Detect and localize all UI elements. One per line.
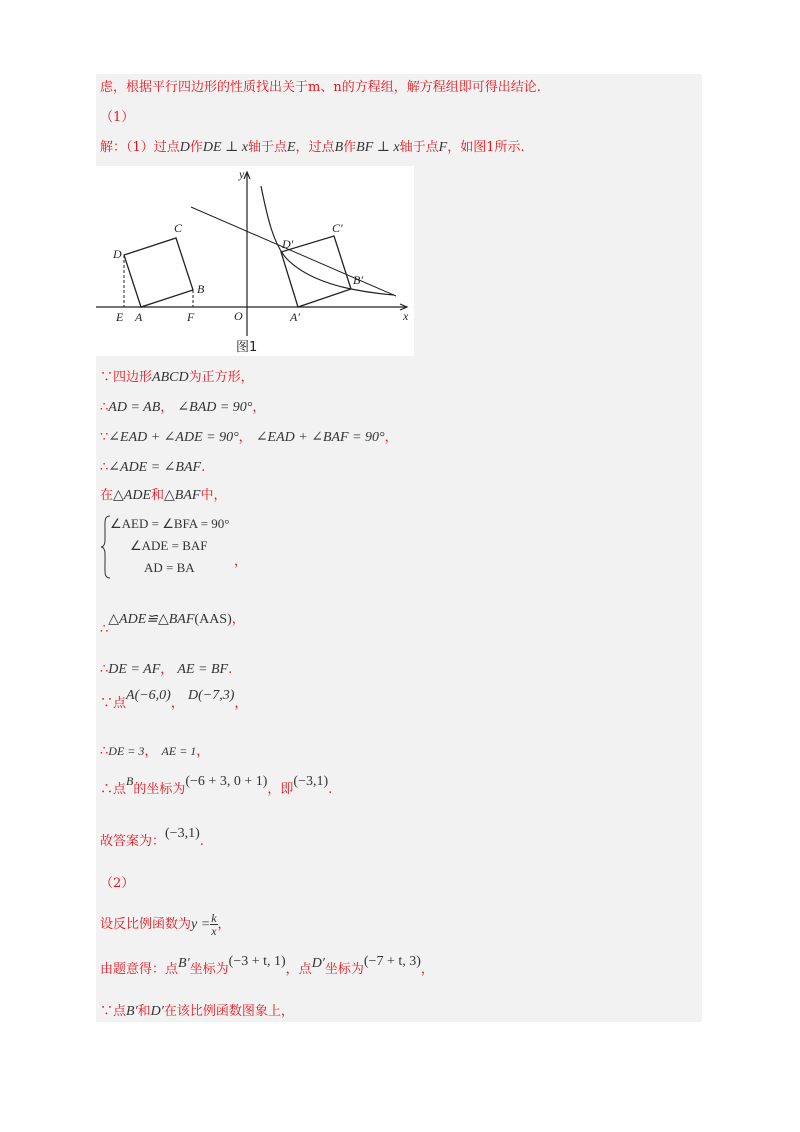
math: ∠EAD + ∠BAF = 90° <box>255 430 385 445</box>
math: AD = AB <box>108 400 161 415</box>
text: 在该比例函数图象上， <box>163 1004 294 1019</box>
math: F <box>438 140 448 155</box>
statement-6 <box>100 612 245 637</box>
text: ∵四边形 <box>100 370 153 385</box>
math: ∠ADE = ∠BAF <box>108 460 202 475</box>
figure-1 <box>96 166 414 356</box>
statement-3 <box>100 430 398 447</box>
label-d-prime: D′ <box>282 237 294 251</box>
math: △ADE≌△BAF <box>108 612 195 627</box>
text: ， <box>238 430 252 445</box>
label-a: A <box>135 310 143 324</box>
figure-svg <box>96 166 414 356</box>
text: ∴ <box>100 662 109 677</box>
text: ， <box>160 662 174 677</box>
statement-9 <box>100 744 209 760</box>
math: y = <box>191 917 211 932</box>
text: 轴于点 <box>247 140 287 155</box>
text: ∵点 <box>100 696 127 711</box>
text: ，即 <box>267 782 294 797</box>
text: 作 <box>343 140 357 155</box>
text: 作 <box>189 140 203 155</box>
text: . <box>201 460 206 475</box>
text: ， <box>234 554 248 569</box>
text: 坐标为 <box>324 962 364 977</box>
text: 为正方形， <box>188 370 254 385</box>
text: 轴于点 <box>399 140 439 155</box>
math: (−3 + t, 1) <box>228 954 286 969</box>
text: ∴ <box>100 622 109 637</box>
hyperbola-curve <box>261 186 394 295</box>
equation-row-2: ∠ADE = BAF <box>130 538 208 553</box>
text: ∵ <box>100 430 109 445</box>
math: (−3,1) <box>293 774 329 789</box>
text: 由题意得：点 <box>100 962 179 977</box>
intro-line <box>100 80 541 96</box>
straight-line <box>191 207 396 296</box>
label-e: E <box>116 310 124 324</box>
text: 在 <box>100 488 114 503</box>
math: ∠EAD + ∠ADE = 90° <box>108 430 239 445</box>
statement-5 <box>100 488 226 505</box>
text: ， <box>420 962 434 977</box>
part1-label <box>100 110 134 126</box>
math: (−7 + t, 3) <box>363 954 421 969</box>
denominator: x <box>211 924 217 938</box>
math: BF ⊥ x <box>356 140 400 155</box>
math: E <box>286 140 296 155</box>
math: DE = 3 <box>108 744 145 758</box>
text: ∴点 <box>100 782 127 797</box>
equation-system <box>100 514 260 580</box>
text: 和 <box>151 488 165 503</box>
statement-1 <box>100 370 254 387</box>
math: A(−6,0) <box>126 688 171 703</box>
math: (−3,1) <box>165 826 200 841</box>
text: ， <box>252 400 266 415</box>
text: ∴ <box>100 744 109 759</box>
math: D′ <box>311 956 325 971</box>
text: ，点 <box>285 962 312 977</box>
part2-label <box>100 876 134 892</box>
label-b: B <box>197 282 205 296</box>
math: AE = 1 <box>161 744 197 758</box>
text: 坐标为 <box>189 962 229 977</box>
text: ∴ <box>100 400 109 415</box>
text: 故答案为： <box>100 834 166 849</box>
math: B′ <box>126 1004 138 1019</box>
statement-4 <box>100 460 205 477</box>
statement-8 <box>100 688 248 713</box>
math: D <box>179 140 190 155</box>
text: 的坐标为 <box>133 782 186 797</box>
statement-2 <box>100 400 265 417</box>
text: 设反比例函数为 <box>100 917 192 932</box>
math: DE = AF <box>108 662 161 677</box>
text: ， <box>170 696 184 711</box>
text: ， <box>384 430 398 445</box>
math: (−6 + 3, 0 + 1) <box>185 774 268 789</box>
text: ∵点 <box>100 1004 127 1019</box>
label-o: O <box>234 309 243 323</box>
math: B <box>334 140 344 155</box>
equation-row-1: ∠AED = ∠BFA = 90° <box>110 516 230 531</box>
text: ， <box>196 744 210 759</box>
math: D(−7,3) <box>188 688 235 703</box>
math: ABCD <box>152 370 189 385</box>
text: ， <box>144 744 158 759</box>
label-x: x <box>403 309 409 323</box>
figure-caption: 图1 <box>236 340 258 355</box>
math: (AAS) <box>194 612 232 627</box>
text: ， <box>160 400 174 415</box>
text: 解：（1）过点 <box>100 140 180 155</box>
math: B <box>126 774 134 788</box>
statement-11 <box>100 826 204 851</box>
text: ， <box>234 696 248 711</box>
text: . <box>328 782 333 797</box>
text: ，过点 <box>295 140 335 155</box>
label-c: C <box>174 221 183 235</box>
label-c-prime: C′ <box>332 221 343 235</box>
statement-10 <box>100 774 333 799</box>
math: D′ <box>150 1004 164 1019</box>
statement-14 <box>100 1004 294 1021</box>
math: ∠BAD = 90° <box>177 400 253 415</box>
label-b-prime: B′ <box>353 273 363 287</box>
text: ∴ <box>100 460 109 475</box>
math: AE = BF <box>177 662 229 677</box>
part1-text: （1） <box>100 110 135 125</box>
numerator: k <box>211 911 217 925</box>
statement-12 <box>100 912 231 937</box>
solution-line <box>100 140 525 157</box>
text: 和 <box>137 1004 151 1019</box>
text: 中， <box>200 488 227 503</box>
statement-7 <box>100 662 232 679</box>
intro-text: 虑，根据平行四边形的性质找出关于m、n的方程组，解方程组即可得出结论. <box>100 80 541 95</box>
statement-13 <box>100 954 434 979</box>
equation-row-3: AD = BA <box>144 560 195 575</box>
math: B′ <box>178 956 190 971</box>
label-d: D <box>113 247 122 261</box>
text: ，如图1所示. <box>447 140 525 155</box>
text: . <box>228 662 233 677</box>
label-f: F <box>187 310 195 324</box>
part2-text: （2） <box>100 876 135 891</box>
label-a-prime: A′ <box>290 310 300 324</box>
label-y: y <box>239 167 245 181</box>
text: ， <box>231 612 245 627</box>
square-abcd <box>124 238 193 307</box>
math: DE ⊥ x <box>202 140 248 155</box>
math: △BAF <box>164 488 201 503</box>
text: ， <box>217 917 231 932</box>
brace-comma <box>234 554 247 570</box>
math: △ADE <box>113 488 151 503</box>
fraction-k-over-x <box>210 912 217 937</box>
text: . <box>199 834 204 849</box>
